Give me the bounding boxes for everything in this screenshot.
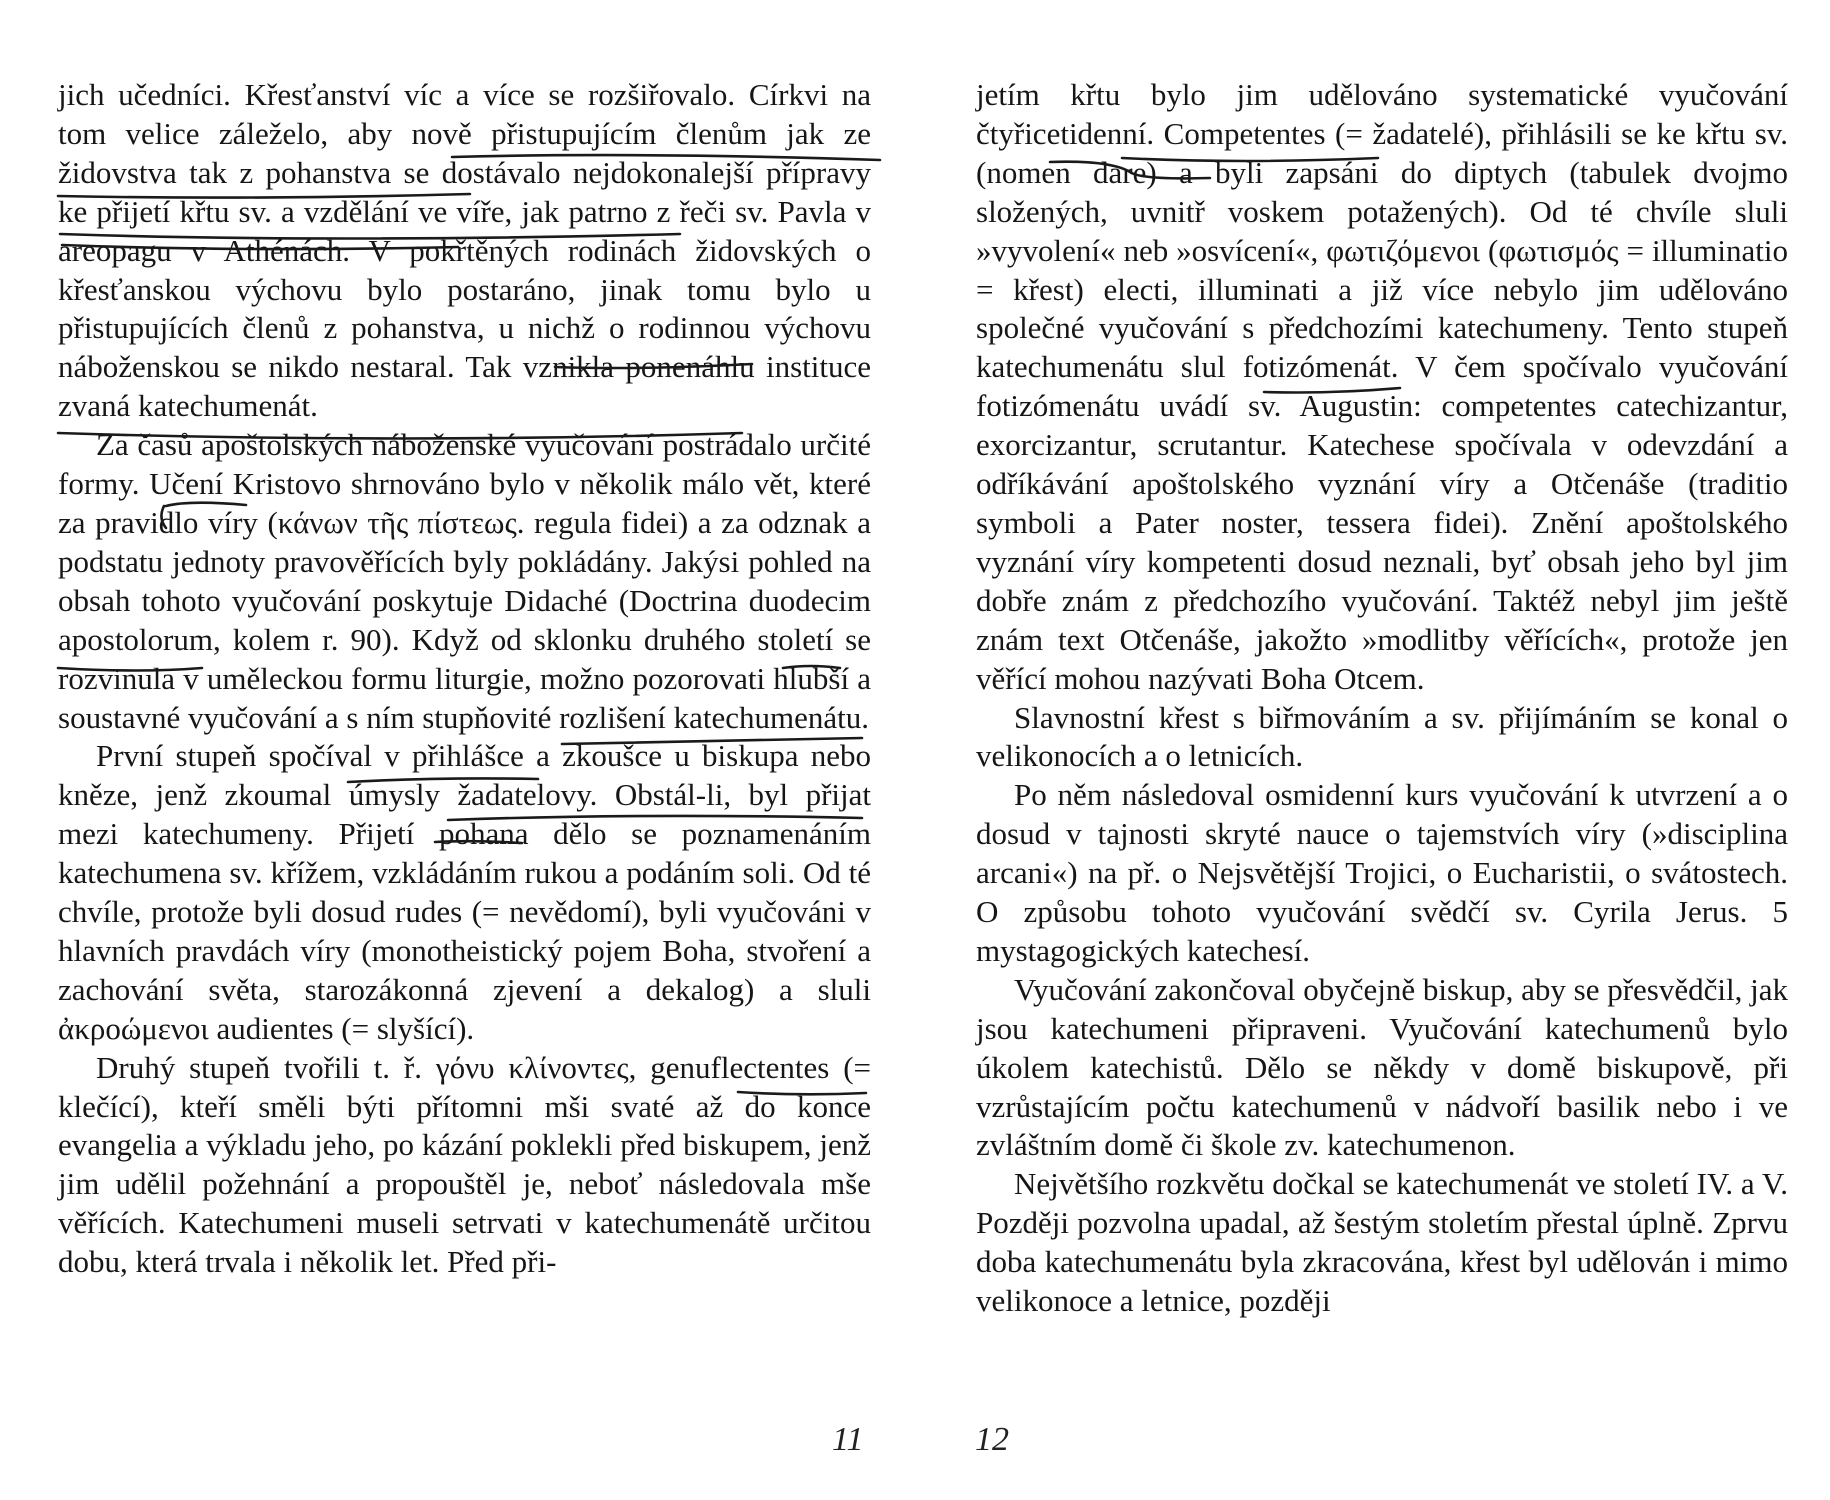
paragraph: jetím křtu bylo jim udělováno systematické vyučování čtyřicetidenní. Competentes (= žadatelé), přihlásili se ke křtu sv. (nomen dare) a byli zapsáni do diptych (tabulek dvojmo složených, uvnitř voskem potažených). Od té chvíle sluli »vyvolení« neb »osvícení«, φωτιζόμενοι (φωτισμός = illuminatio = křest) electi, illuminati a již více nebylo jim udělováno společné vyučování s předchozími katechumeny. Tento stupeň katechumenátu slul fotizómenát. V čem spočívalo vyučování fotizómenátu uvádí sv. Augustin: competentes catechizantur, exorcizantur, scrutantur. Katechese spočívala v odevzdání a odříkávání apoštolského vyznání víry a Otčenáše (traditio symboli a Pater noster, tessera fidei). Znění apoštolského vyznání víry kompetenti dosud neznali, byť obsah jeho byl jim dobře znám z předchozího vyučování. Taktéž nebyl jim ještě znám text Otčenáše, jakožto »modlitby věřících«, protože jen věřící mohou nazývati Boha Otcem.: [976, 77, 1788, 696]
page-number-left: 11: [832, 1421, 864, 1458]
paragraph: První stupeň spočíval v přihlášce a zkoušce u biskupa nebo kněze, jenž zkoumal úmysly žadatelovy. Obstál-li, byl přijat mezi katechumeny. Přijetí pohana dělo se poznamenáním katechumena sv. křížem, vzkládáním rukou a podáním soli. Od té chvíle, protože byli dosud rudes (= nevědomí), byli vyučováni v hlavních pravdách víry (monotheistický pojem Boha, stvoření a zachování světa, starozákonná zjevení a dekalog) a sluli ἀκροώμενοι audientes (= slyšící).: [58, 738, 871, 1046]
paragraph: Druhý stupeň tvořili t. ř. γόνυ κλίνοντες, genuflectentes (= klečící), kteří směli býti přítomni mši svaté až do konce evangelia a výkladu jeho, po kázání poklekli před biskupem, jenž jim udělil požehnání a propouštěl je, neboť následovala mše věřících. Katechumeni museli setrvati v katechumenátě určitou dobu, která trvala i několik let. Před při-: [58, 1049, 871, 1280]
paragraph: Vyučování zakončoval obyčejně biskup, aby se přesvědčil, jak jsou katechumeni připraveni. Vyučování katechumenů bylo úkolem katechistů. Dělo se někdy v domě biskupově, při vzrůstajícím počtu katechumenů v nádvoří basilik nebo i ve zvláštním domě či škole zv. katechumenon.: [976, 971, 1788, 1163]
paragraph: jich učedníci. Křesťanství víc a více se rozšiřovalo. Církvi na tom velice záleželo, aby nově přistupujícím členům jak ze židovstva tak z pohanstva se dostávalo nejdokonalejší přípravy ke přijetí křtu sv. a vzdělání ve víře, jak patrno z řeči sv. Pavla v areopagu v Athénách. V pokřtěných rodinách židovských o křesťanskou výchovu bylo postaráno, jinak tomu bylo u přistupujících členů z pohanstva, u nichž o rodinnou výchovu náboženskou se nikdo nestaral. Tak vznikla ponenáhlu instituce zvaná katechumenát.: [58, 77, 871, 424]
paragraph: Slavnostní křest s biřmováním a sv. přijímáním se konal o velikonocích a o letnicích.: [976, 699, 1788, 774]
page-number-right: 12: [975, 1421, 1009, 1458]
left-page: [58, 76, 871, 1282]
paragraph: Za časů apoštolských náboženské vyučování postrádalo určité formy. Učení Kristovo shrnováno bylo v několik málo vět, které za pravidlo víry (κάνων τῆς πίστεως. regula fidei) a za odznak a podstatu jednoty pravověřících byly pokládány. Jakýsi pohled na obsah tohoto vyučování poskytuje Didaché (Doctrina duodecim apostolorum, kolem r. 90). Když od sklonku druhého století se rozvinula v uměleckou formu liturgie, možno pozorovati hlubší a soustavné vyučování a s ním stupňovité rozlišení katechumenátu.: [58, 427, 871, 735]
paragraph: Největšího rozkvětu dočkal se katechumenát ve století IV. a V. Později pozvolna upadal, až šestým stoletím přestal úplně. Zprvu doba katechumenátu byla zkracována, křest byl udělován i mimo velikonoce a letnice, později: [976, 1166, 1788, 1319]
right-page: [976, 76, 1788, 1321]
paragraph: Po něm následoval osmidenní kurs vyučování k utvrzení a o dosud v tajnosti skryté nauce o tajemstvích víry (»disciplina arcani«) na př. o Nejsvětější Trojici, o Eucharistii, o svátostech. O způsobu tohoto vyučování svědčí sv. Cyrila Jerus. 5 mystagogických katechesí.: [976, 777, 1788, 968]
